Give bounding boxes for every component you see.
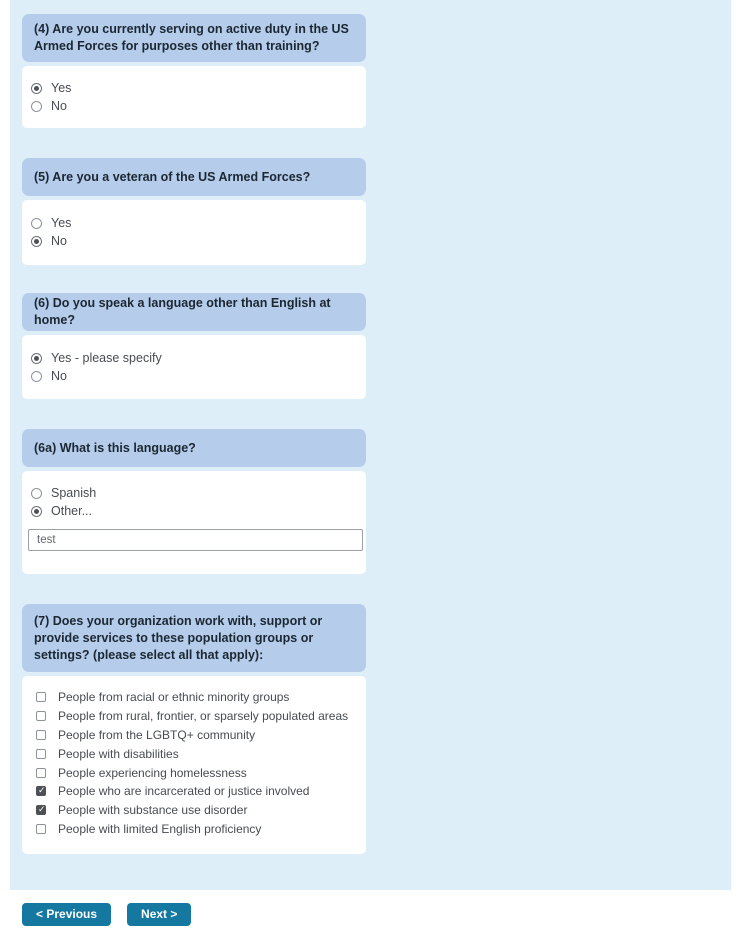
checkbox-icon[interactable]	[36, 749, 46, 759]
q7-option-incarcerated[interactable]	[22, 782, 366, 801]
radio-icon[interactable]	[31, 488, 42, 499]
radio-icon[interactable]	[31, 353, 42, 364]
q4-option-yes[interactable]	[22, 79, 366, 97]
radio-icon[interactable]	[31, 371, 42, 382]
question-6-title	[22, 293, 366, 331]
option-label: People with substance use disorder	[58, 803, 248, 818]
question-6a-title	[22, 429, 366, 467]
option-label: No	[51, 369, 67, 383]
q5-option-no[interactable]	[22, 232, 366, 250]
checkbox-icon[interactable]	[36, 786, 46, 796]
survey-panel	[10, 0, 731, 890]
radio-icon[interactable]	[31, 218, 42, 229]
question-5	[22, 158, 366, 265]
radio-icon[interactable]	[31, 83, 42, 94]
q7-option-lgbtq[interactable]	[22, 726, 366, 745]
q7-option-homelessness[interactable]	[22, 763, 366, 782]
option-label: People with disabilities	[58, 746, 179, 761]
q6-option-yes-specify[interactable]	[22, 349, 366, 367]
q4-option-no[interactable]	[22, 97, 366, 115]
question-6-answers	[22, 335, 366, 399]
option-label: People from rural, frontier, or sparsely populated areas	[58, 709, 349, 724]
navigation-bar	[22, 903, 191, 926]
question-title-text: (6a) What is this language?	[34, 440, 196, 455]
question-7-answers	[22, 676, 366, 854]
previous-button[interactable]: < Previous	[22, 903, 111, 926]
option-label: Yes - please specify	[51, 351, 162, 365]
option-label: No	[51, 234, 67, 248]
q7-option-limited-english[interactable]	[22, 820, 366, 839]
option-label: Other...	[51, 504, 92, 518]
question-4-answers	[22, 66, 366, 128]
q7-option-disabilities[interactable]	[22, 744, 366, 763]
question-title-text: (7) Does your organization work with, support or provide services to these population groups or settings? (please select all that apply):	[34, 613, 323, 662]
q7-option-rural-frontier[interactable]	[22, 707, 366, 726]
question-title-text: (4) Are you currently serving on active duty in the US Armed Forces for purposes other than training?	[34, 22, 349, 53]
question-title-text: (5) Are you a veteran of the US Armed Forces?	[34, 169, 311, 184]
option-label: No	[51, 99, 67, 113]
radio-icon[interactable]	[31, 506, 42, 517]
option-label: People experiencing homelessness	[58, 765, 247, 780]
option-label: People who are incarcerated or justice involved	[58, 784, 310, 799]
question-6	[22, 293, 366, 399]
next-button[interactable]: Next >	[127, 903, 191, 926]
question-7	[22, 604, 366, 854]
q6a-option-spanish[interactable]	[22, 484, 366, 502]
other-language-input[interactable]	[28, 529, 363, 551]
option-label: Spanish	[51, 486, 97, 500]
option-label: Yes	[51, 81, 72, 95]
question-4	[22, 14, 366, 128]
checkbox-icon[interactable]	[36, 692, 46, 702]
checkbox-icon[interactable]	[36, 768, 46, 778]
option-label: People with limited English proficiency	[58, 821, 262, 836]
checkbox-icon[interactable]	[36, 711, 46, 721]
option-label: People from racial or ethnic minority groups	[58, 690, 290, 705]
checkbox-icon[interactable]	[36, 730, 46, 740]
question-4-title	[22, 14, 366, 62]
question-title-text: (6) Do you speak a language other than English at home?	[34, 296, 331, 327]
question-6a	[22, 429, 366, 574]
option-label: Yes	[51, 216, 72, 230]
checkbox-icon[interactable]	[36, 805, 46, 815]
q6-option-no[interactable]	[22, 367, 366, 385]
question-5-answers	[22, 200, 366, 265]
q7-option-racial-ethnic-minority[interactable]	[22, 688, 366, 707]
radio-icon[interactable]	[31, 236, 42, 247]
question-5-title	[22, 158, 366, 196]
question-6a-answers	[22, 471, 366, 574]
question-7-title	[22, 604, 366, 672]
radio-icon[interactable]	[31, 101, 42, 112]
q5-option-yes[interactable]	[22, 214, 366, 232]
q7-option-substance-use[interactable]	[22, 801, 366, 820]
checkbox-icon[interactable]	[36, 824, 46, 834]
q6a-option-other[interactable]	[22, 502, 366, 520]
option-label: People from the LGBTQ+ community	[58, 727, 256, 742]
